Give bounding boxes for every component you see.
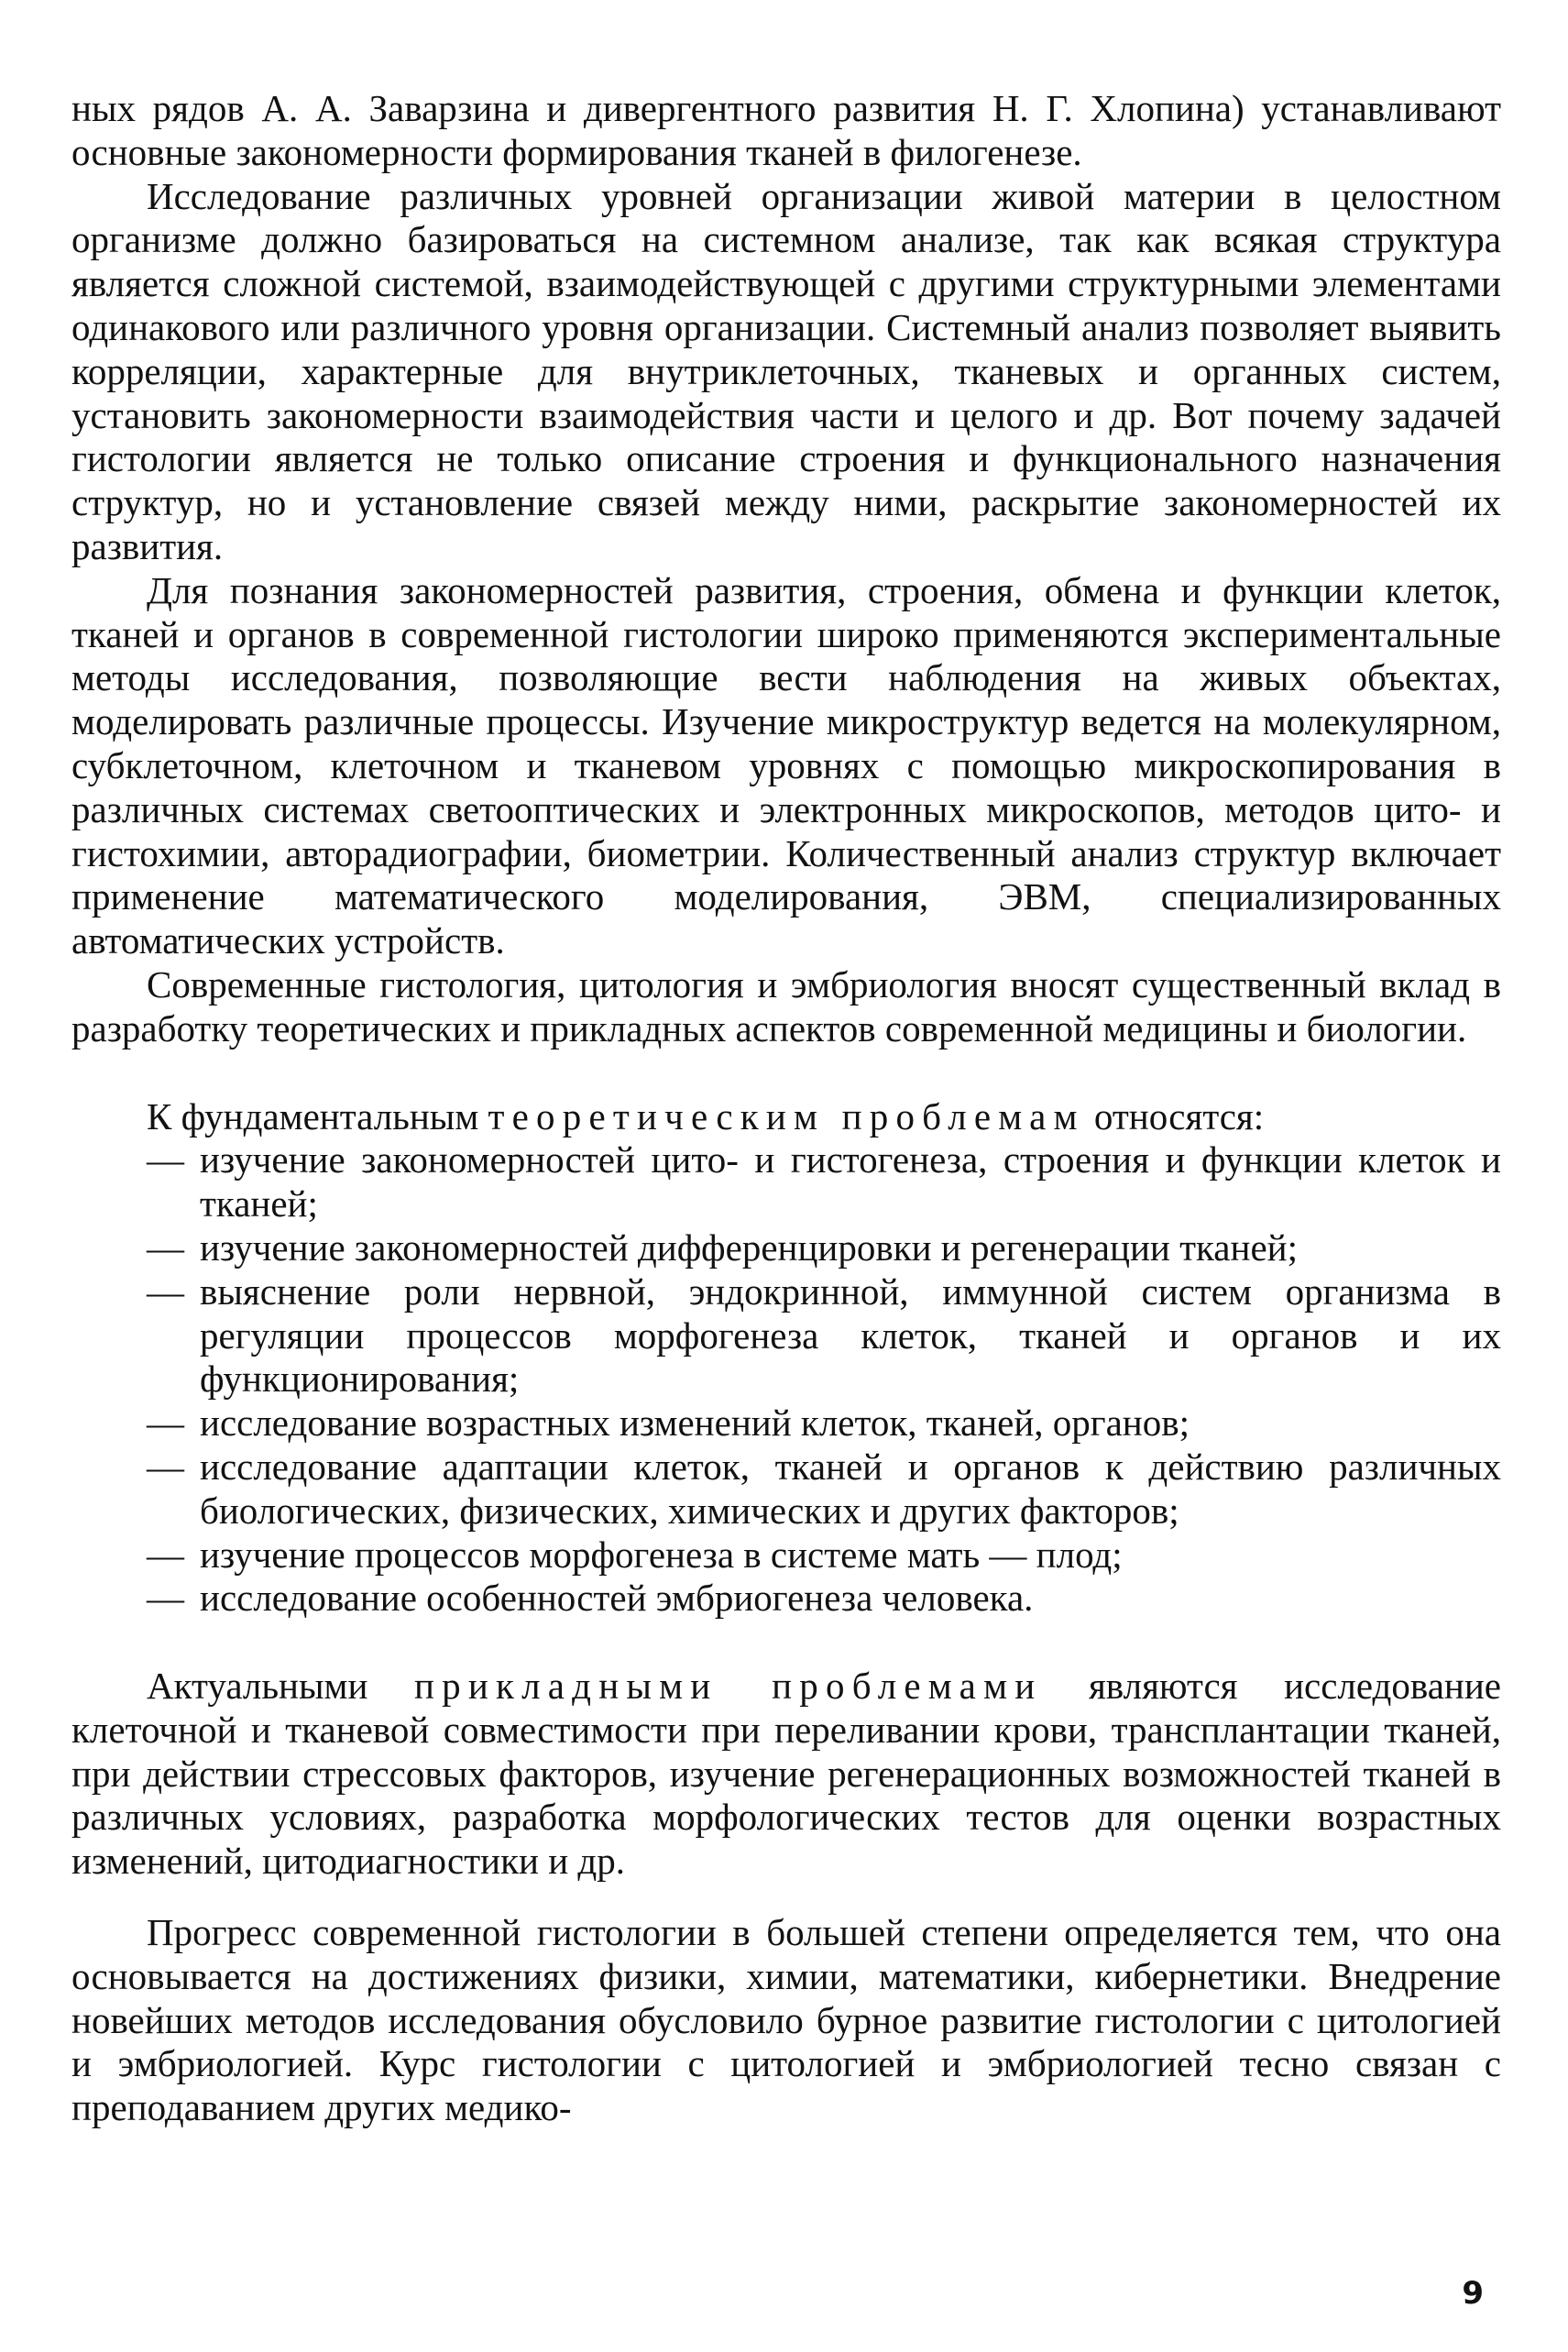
- paragraph-system-analysis: Исследование различных уровней организации живой материи в целостном организме должно базироваться на системном анализе, так как всякая структура является сложной системой, взаимодействующей с другими структурными элементами одинакового или различного уровня организации. Системный анализ позволяет выявить корреляции, характерные для внутриклеточных, тканевых и органных систем, установить закономерности взаимодействия части и целого и др. Вот почему задачей гистологии является не только описание строения и функционального назначения структур, но и установление связей между ними, раскрытие закономерностей их развития.: [71, 174, 1501, 567]
- dash-marker: —: [147, 1138, 184, 1181]
- list-item: [71, 1226, 1501, 1270]
- list-item: [71, 1577, 1501, 1621]
- list-item-text: исследование особенностей эмбриогенеза человека.: [200, 1577, 1034, 1620]
- paragraph-applied-problems: [71, 1665, 1501, 1884]
- dash-marker: —: [147, 1225, 184, 1269]
- intro-before-text: К фундаментальным: [147, 1094, 479, 1138]
- paragraph-continuation: ных рядов А. А. Заварзина и дивергентного развития Н. Г. Хлопина) устанавливают основные закономерности формирования тканей в филогенезе.: [71, 87, 1501, 173]
- list-item: [71, 1270, 1501, 1401]
- dash-marker: —: [147, 1401, 184, 1445]
- dash-marker: —: [147, 1269, 184, 1313]
- intro-after-text: относятся:: [1093, 1094, 1265, 1138]
- paragraph-contribution: Современные гистология, цитология и эмбриология вносят существенный вклад в разработку теоретических и прикладных аспектов современной медицины и биологии.: [71, 962, 1501, 1050]
- dash-marker: —: [147, 1577, 184, 1620]
- dash-marker: —: [147, 1533, 184, 1576]
- list-item: [71, 1138, 1501, 1226]
- paragraph-methods: Для познания закономерностей развития, строения, обмена и функции клеток, тканей и органов в современной гистологии широко применяются экспериментальные методы исследования, позволяющие вести наблюдения на живых объектах, моделировать различные процессы. Изучение микроструктур ведется на молекулярном, субклеточном, клеточном и тканевом уровнях с помощью микроскопирования в различных системах светооптических и электронных микроскопов, методов цито- и гистохимии, авторадиографии, биометрии. Количественный анализ структур включает применение математического моделирования, ЭВМ, специализированных автоматических устройств.: [71, 568, 1501, 962]
- paragraph-progress: Прогресс современной гистологии в большей степени определяется тем, что она основывается на достижениях физики, химии, математики, кибернетики. Внедрение новейших методов исследования обусловило бурное развитие гистологии с цитологией и эмбриологией. Курс гистологии с цитологией и эмбриологией тесно связан с преподаванием других медико-: [71, 1911, 1501, 2129]
- page-body: [71, 87, 1501, 2287]
- list-item-text: выяснение роли нервной, эндокринной, иммунной систем организма в регуляции процессов морфогенеза клеток, тканей и органов и их функционирования;: [200, 1269, 1501, 1401]
- list-item-text: изучение процессов морфогенеза в системе мать — плод;: [200, 1533, 1123, 1576]
- page-number: 9: [1462, 2275, 1484, 2312]
- theoretical-problems-list: [71, 1138, 1501, 1621]
- list-item-text: изучение закономерностей цито- и гистогенеза, строения и функции клеток и тканей;: [200, 1138, 1501, 1225]
- list-item: [71, 1533, 1501, 1577]
- applied-before-text: Актуальными: [147, 1665, 368, 1708]
- dash-marker: —: [147, 1445, 184, 1488]
- list-item-text: исследование адаптации клеток, тканей и органов к действию различных биологических, физических, химических и других факторов;: [200, 1445, 1501, 1532]
- list-item: [71, 1401, 1501, 1445]
- intro-spaced-text: теоретическим проблемам: [488, 1094, 1085, 1138]
- list-item-text: исследование возрастных изменений клеток, тканей, органов;: [200, 1401, 1190, 1445]
- list-item-text: изучение закономерностей дифференцировки и регенерации тканей;: [200, 1225, 1298, 1269]
- theoretical-problems-intro: [71, 1095, 1501, 1139]
- list-item: [71, 1445, 1501, 1533]
- applied-after-text: являются исследование клеточной и тканевой совместимости при переливании крови, трансплантации тканей, при действии стрессовых факторов, изучение регенерационных возможностей тканей в различных условиях, разработка морфологических тестов для оценки возрастных изменений, цитодиагностики и др.: [71, 1665, 1501, 1883]
- applied-spaced-text: прикладными проблемами: [414, 1665, 1043, 1708]
